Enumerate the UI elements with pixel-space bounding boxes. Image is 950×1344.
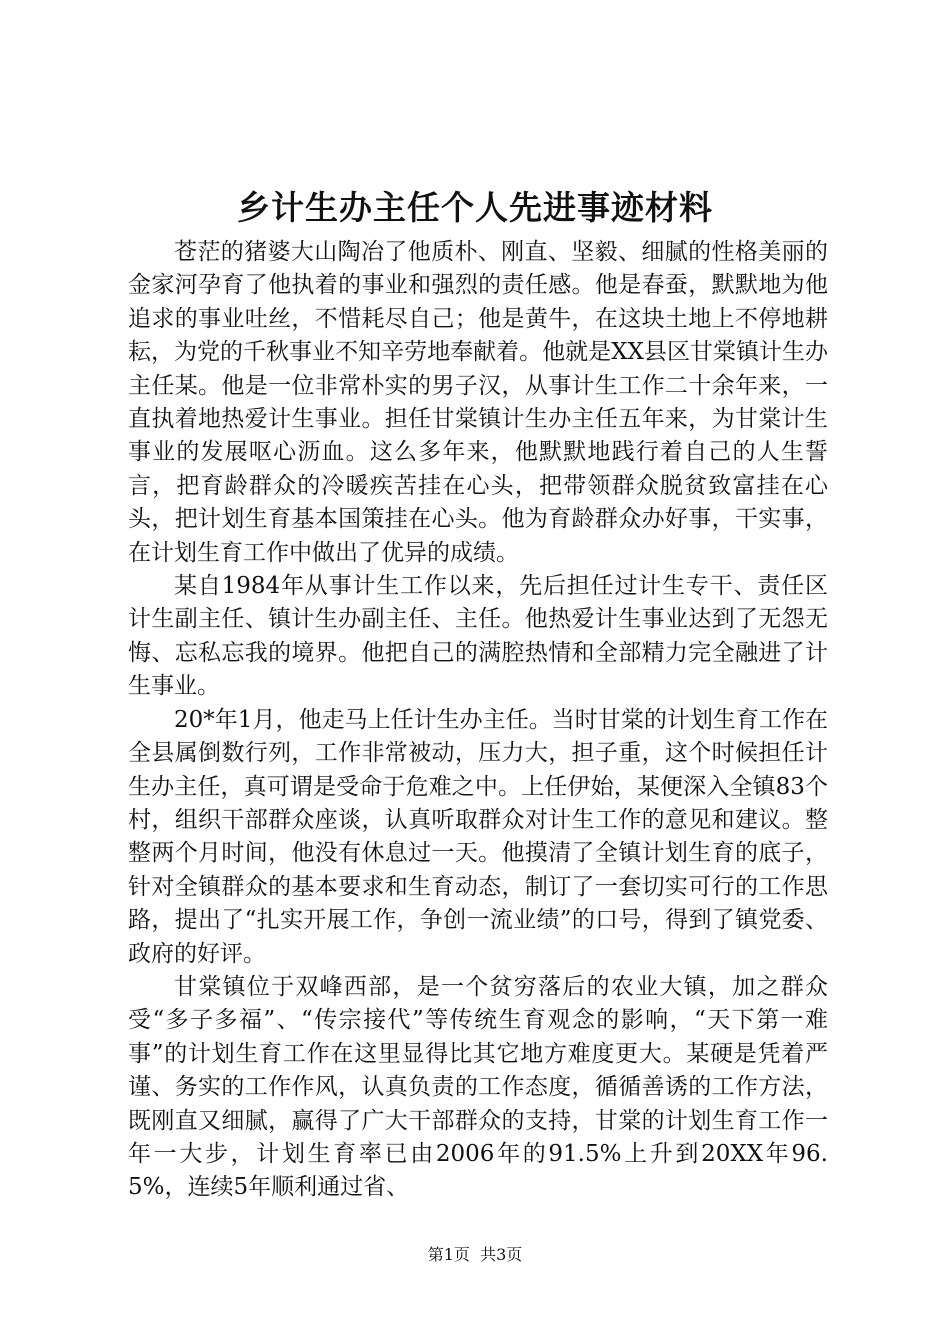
page-total: 共3页	[480, 1245, 523, 1264]
paragraph-1: 苍茫的猪婆大山陶冶了他质朴、刚直、坚毅、细腻的性格美丽的金家河孕育了他执着的事业和强烈的责任感。他是春蚕，默默地为他追求的事业吐丝，不惜耗尽自己；他是黄牛，在这块土地上不停地耕耘，为党的千秋事业不知辛劳地奉献着。他就是XX县区甘棠镇计生办主任某。他是一位非常朴实的男子汉，从事计生工作二十余年来，一直执着地热爱计生事业。担任甘棠镇计生办主任五年来，为甘棠计生事业的发展呕心沥血。这么多年来，他默默地践行着自己的人生誓言，把育龄群众的冷暖疾苦挂在心头，把带领群众脱贫致富挂在心头，把计划生育基本国策挂在心头。他为育龄群众办好事，干实事，在计划生育工作中做出了优异的成绩。	[128, 239, 828, 566]
paragraph-2: 某自1984年从事计生工作以来，先后担任过计生专干、责任区计生副主任、镇计生办副主任、主任。他热爱计生事业达到了无怨无悔、忘私忘我的境界。他把自己的满腔热情和全部精力完全融进了计生事业。	[128, 573, 828, 700]
document-body	[128, 236, 828, 1205]
footer-spacer	[470, 1245, 480, 1264]
page-footer	[0, 1244, 950, 1266]
page-number: 第1页	[427, 1245, 470, 1264]
document-title: 乡计生办主任个人先进事迹材料	[237, 188, 713, 227]
paragraph-4: 甘棠镇位于双峰西部，是一个贫穷落后的农业大镇，加之群众受“多子多福”、“传宗接代”等传统生育观念的影响，“天下第一难事”的计划生育工作在这里显得比其它地方难度更大。某硬是凭着严谨、务实的工作作风，认真负责的工作态度，循循善诱的工作方法，既刚直又细腻，赢得了广大干部群众的支持，甘棠的计划生育工作一年一大步，计划生育率已由2006年的91.5%上升到20XX年96.5%，连续5年顺利通过省、	[128, 973, 828, 1201]
paragraph-3: 20*年1月，他走马上任计生办主任。当时甘棠的计划生育工作在全县属倒数行列，工作非常被动，压力大，担子重，这个时候担任计生办主任，真可谓是受命于危难之中。上任伊始，某便深入全镇83个村，组织干部群众座谈，认真听取群众对计生工作的意见和建议。整整两个月时间，他没有休息过一天。他摸清了全镇计划生育的底子，针对全镇群众的基本要求和生育动态，制订了一套切实可行的工作思路，提出了“扎实开展工作，争创一流业绩”的口号，得到了镇党委、政府的好评。	[128, 706, 828, 967]
